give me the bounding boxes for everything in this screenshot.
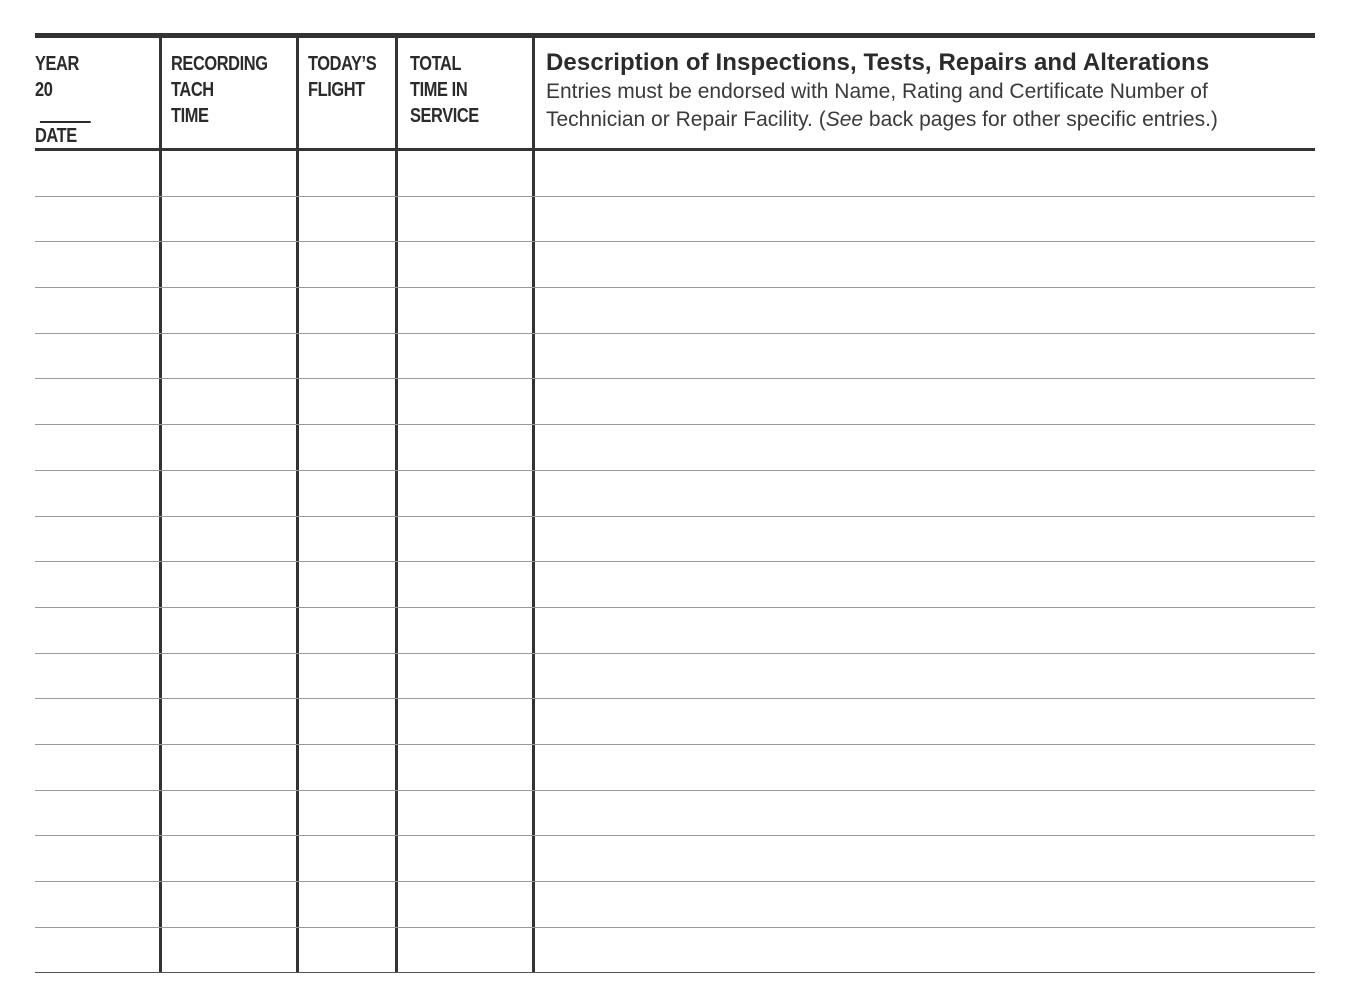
entry-rows [35, 151, 1315, 973]
description-cell[interactable] [535, 517, 1315, 562]
total-time-cell[interactable] [398, 425, 532, 470]
tach-time-cell[interactable] [162, 471, 296, 516]
date-cell[interactable] [35, 288, 159, 333]
header-year-date [35, 51, 91, 149]
tach-time-cell[interactable] [162, 699, 296, 744]
header-date-label: DATE [35, 125, 77, 147]
total-time-cell[interactable] [398, 791, 532, 836]
table-row [35, 425, 1315, 471]
description-cell[interactable] [535, 699, 1315, 744]
description-title: Description of Inspections, Tests, Repairs and Alterations [546, 49, 1210, 76]
table-row [35, 608, 1315, 654]
todays-flight-cell[interactable] [299, 608, 395, 653]
top-rule [35, 33, 1315, 38]
table-row [35, 151, 1315, 197]
description-cell[interactable] [535, 608, 1315, 653]
total-time-cell[interactable] [398, 242, 532, 287]
tach-time-cell[interactable] [162, 517, 296, 562]
date-cell[interactable] [35, 379, 159, 424]
todays-flight-cell[interactable] [299, 379, 395, 424]
tach-time-cell[interactable] [162, 745, 296, 790]
date-cell[interactable] [35, 334, 159, 379]
total-time-cell[interactable] [398, 654, 532, 699]
description-cell[interactable] [535, 151, 1315, 196]
description-note-line-1: Entries must be endorsed with Name, Rating and Certificate Number of [546, 80, 1208, 103]
description-cell[interactable] [535, 654, 1315, 699]
todays-flight-cell[interactable] [299, 242, 395, 287]
date-cell[interactable] [35, 425, 159, 470]
total-time-cell[interactable] [398, 334, 532, 379]
table-row [35, 288, 1315, 334]
total-time-cell[interactable] [398, 562, 532, 607]
description-cell[interactable] [535, 242, 1315, 287]
description-cell[interactable] [535, 882, 1315, 927]
tach-time-cell[interactable] [162, 654, 296, 699]
total-time-cell[interactable] [398, 379, 532, 424]
total-time-cell[interactable] [398, 197, 532, 242]
description-cell[interactable] [535, 379, 1315, 424]
description-cell[interactable] [535, 928, 1315, 973]
date-cell[interactable] [35, 654, 159, 699]
table-row [35, 882, 1315, 928]
date-cell[interactable] [35, 928, 159, 973]
date-cell[interactable] [35, 242, 159, 287]
description-cell[interactable] [535, 791, 1315, 836]
description-cell[interactable] [535, 471, 1315, 516]
header-year-field: 20 [35, 77, 91, 123]
todays-flight-cell[interactable] [299, 654, 395, 699]
year-blank-line [40, 103, 91, 123]
table-row [35, 197, 1315, 243]
date-cell[interactable] [35, 562, 159, 607]
date-cell[interactable] [35, 197, 159, 242]
total-time-cell[interactable] [398, 151, 532, 196]
tach-time-cell[interactable] [162, 242, 296, 287]
tach-time-cell[interactable] [162, 288, 296, 333]
table-row [35, 836, 1315, 882]
table-row [35, 562, 1315, 608]
tach-time-cell[interactable] [162, 836, 296, 881]
description-cell[interactable] [535, 334, 1315, 379]
total-time-cell[interactable] [398, 608, 532, 653]
total-time-cell[interactable] [398, 517, 532, 562]
todays-flight-cell[interactable] [299, 151, 395, 196]
total-time-cell[interactable] [398, 836, 532, 881]
description-cell[interactable] [535, 836, 1315, 881]
total-time-cell[interactable] [398, 288, 532, 333]
table-row [35, 334, 1315, 380]
todays-flight-cell[interactable] [299, 882, 395, 927]
total-time-cell[interactable] [398, 745, 532, 790]
date-cell[interactable] [35, 745, 159, 790]
description-note-line-2: Technician or Repair Facility. (See back pages for other specific entries.) [546, 108, 1218, 131]
date-cell[interactable] [35, 471, 159, 516]
total-time-cell[interactable] [398, 699, 532, 744]
table-row [35, 699, 1315, 745]
table-row [35, 242, 1315, 288]
date-cell[interactable] [35, 608, 159, 653]
date-cell[interactable] [35, 699, 159, 744]
total-time-cell[interactable] [398, 471, 532, 516]
table-row [35, 928, 1315, 974]
table-row [35, 654, 1315, 700]
description-cell[interactable] [535, 745, 1315, 790]
todays-flight-cell[interactable] [299, 791, 395, 836]
tach-time-cell[interactable] [162, 928, 296, 973]
tach-time-cell[interactable] [162, 425, 296, 470]
date-cell[interactable] [35, 791, 159, 836]
total-time-cell[interactable] [398, 882, 532, 927]
tach-time-cell[interactable] [162, 608, 296, 653]
table-row [35, 379, 1315, 425]
header-recording-tach-time: RECORDING TACH TIME [171, 53, 268, 127]
description-cell[interactable] [535, 288, 1315, 333]
table-row [35, 471, 1315, 517]
table-row [35, 745, 1315, 791]
date-cell[interactable] [35, 151, 159, 196]
tach-time-cell[interactable] [162, 334, 296, 379]
todays-flight-cell[interactable] [299, 836, 395, 881]
description-cell[interactable] [535, 562, 1315, 607]
todays-flight-cell[interactable] [299, 517, 395, 562]
todays-flight-cell[interactable] [299, 197, 395, 242]
todays-flight-cell[interactable] [299, 745, 395, 790]
tach-time-cell[interactable] [162, 882, 296, 927]
todays-flight-cell[interactable] [299, 288, 395, 333]
header-todays-flight: TODAY’S FLIGHT [308, 53, 377, 101]
total-time-cell[interactable] [398, 928, 532, 973]
tach-time-cell[interactable] [162, 197, 296, 242]
tach-time-cell[interactable] [162, 379, 296, 424]
table-row [35, 791, 1315, 837]
todays-flight-cell[interactable] [299, 562, 395, 607]
description-cell[interactable] [535, 197, 1315, 242]
tach-time-cell[interactable] [162, 151, 296, 196]
todays-flight-cell[interactable] [299, 471, 395, 516]
maintenance-log-table [35, 33, 1315, 973]
header-year-label: YEAR [35, 53, 79, 75]
tach-time-cell[interactable] [162, 791, 296, 836]
todays-flight-cell[interactable] [299, 928, 395, 973]
date-cell[interactable] [35, 882, 159, 927]
tach-time-cell[interactable] [162, 562, 296, 607]
date-cell[interactable] [35, 836, 159, 881]
header-description [546, 48, 1306, 134]
date-cell[interactable] [35, 517, 159, 562]
todays-flight-cell[interactable] [299, 425, 395, 470]
header-total-time-in-service: TOTAL TIME IN SERVICE [410, 53, 479, 127]
todays-flight-cell[interactable] [299, 699, 395, 744]
table-row [35, 517, 1315, 563]
todays-flight-cell[interactable] [299, 334, 395, 379]
description-cell[interactable] [535, 425, 1315, 470]
